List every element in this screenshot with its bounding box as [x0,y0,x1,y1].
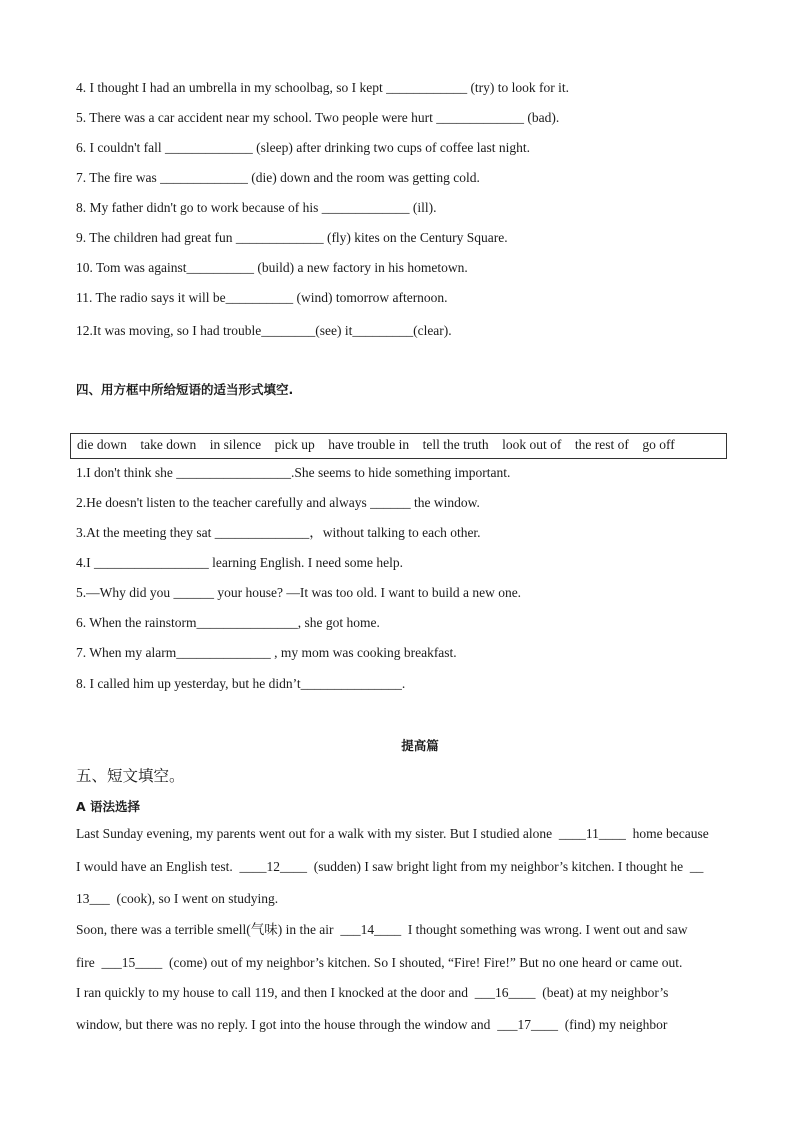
blank-11: ____11____ [558,826,626,841]
exercise-item: 4.I _________________ learning English. I need some help. [76,555,403,570]
exercise-item: 4. I thought I had an umbrella in my schoolbag, so I kept ____________ (try) to look for it. [76,80,570,95]
exercise-item: 5. There was a car accident near my school. Two people were hurt _____________ (bad). [76,110,560,125]
blank-14: ___14____ [340,922,402,937]
sub-heading: A 语法选择 [76,799,141,814]
exercise-item: 7. The fire was _____________ (die) down and the room was getting cold. [76,170,480,185]
blank-17: ___17____ [497,1017,558,1032]
exercise-item: 7. When my alarm______________ , my mom was cooking breakfast. [76,645,457,660]
exercise-item: 2.He doesn't listen to the teacher carefully and always ______ the window. [76,495,480,510]
exercise-item: 6. When the rainstorm_______________, she got home. [76,615,380,630]
exercise-item: 11. The radio says it will be__________ (wind) tomorrow afternoon. [76,290,448,305]
exercise-item: 10. Tom was against__________ (build) a new factory in his hometown. [76,260,468,275]
exercise-item: 12.It was moving, so I had trouble________(see) it_________(clear). [76,323,452,338]
blank-12: ____12____ [239,859,307,874]
phrase-box [70,433,727,459]
passage-line: window, but there was no reply. I got into the house through the window and ___17____ (find) my neighbor [76,1017,668,1032]
exercise-item: 8. My father didn't go to work because of his _____________ (ill). [76,200,437,215]
phrase-list: die down take down in silence pick up have trouble in tell the truth look out of the rest of go off [77,437,675,452]
passage-line: I would have an English test. ____12____ (sudden) I saw bright light from my neighbor’s kitchen. I thought he __ [76,859,704,874]
passage-line: Last Sunday evening, my parents went out for a walk with my sister. But I studied alone ____11____ home because [76,826,709,841]
section-heading: 五、短文填空。 [76,767,185,785]
exercise-item: 8. I called him up yesterday, but he didn’t_______________. [76,676,406,691]
exercise-item: 9. The children had great fun _____________ (fly) kites on the Century Square. [76,230,508,245]
blank-15: ___15____ [101,955,163,970]
passage-line: 13___ (cook), so I went on studying. [76,891,279,906]
exercise-item: 6. I couldn't fall _____________ (sleep) after drinking two cups of coffee last night. [76,140,530,155]
blank-13: 13___ [76,891,110,906]
exercise-item: 3.At the meeting they sat ______________，without talking to each other. [76,525,481,540]
passage-line: Soon, there was a terrible smell(气味) in the air ___14____ I thought something was wrong. I went out and saw [76,922,688,937]
passage-line: I ran quickly to my house to call 119, and then I knocked at the door and ___16____ (beat) at my neighbor’s [76,985,669,1000]
passage-line: fire ___15____ (come) out of my neighbor’s kitchen. So I shouted, “Fire! Fire!” But no one heard or came out. [76,955,683,970]
exercise-item: 1.I don't think she _________________.She seems to hide something important. [76,465,511,480]
part-title: 提高篇 [401,738,439,753]
blank-16: ___16____ [474,985,536,1000]
exercise-item: 5.—Why did you ______ your house? —It was too old. I want to build a new one. [76,585,522,600]
section-heading: 四、用方框中所给短语的适当形式填空. [76,382,294,397]
